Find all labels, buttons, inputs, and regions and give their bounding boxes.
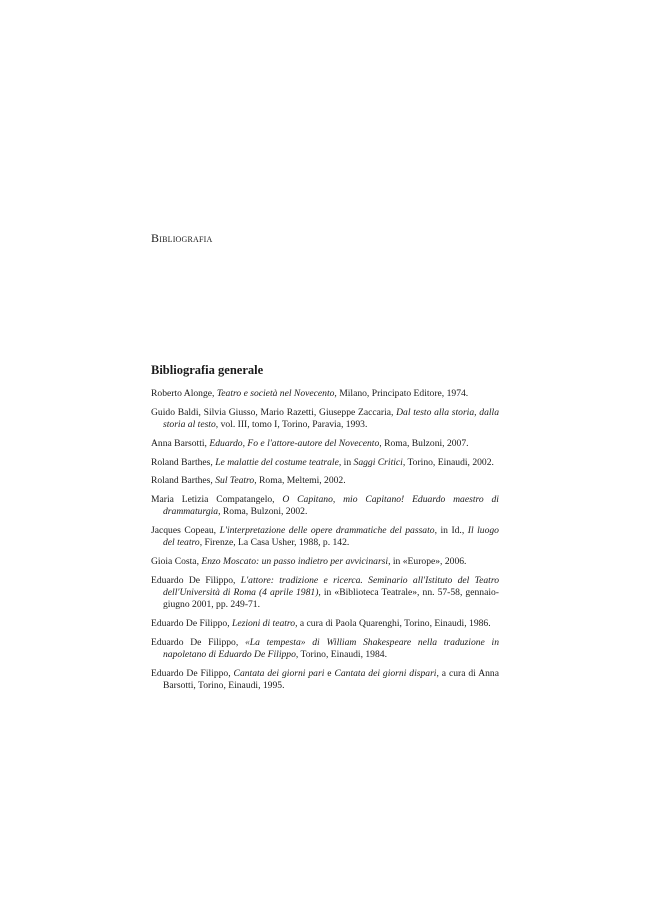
bibliography-entry	[151, 637, 499, 661]
entry-text: Eduardo De Filippo,	[151, 574, 241, 586]
entry-text: , in	[338, 456, 354, 468]
entry-text: , Firenze, La Casa Usher, 1988, p. 142.	[199, 537, 350, 549]
entry-text: , vol. III, tomo I, Torino, Paravia, 1993.	[215, 419, 368, 430]
entry-text: , Roma, Bulzoni, 2007.	[379, 437, 469, 449]
bibliography-list	[151, 388, 499, 699]
bibliography-entry	[151, 525, 499, 549]
entry-title-italic: Il luogo del teatro	[163, 525, 499, 549]
entry-title-italic: Le malattie del costume teatrale	[215, 456, 339, 468]
entry-title-italic: Saggi Critici	[353, 456, 403, 468]
entry-title-italic: O Capitano, mio Capitano! Eduardo maestro di drammaturgia	[163, 494, 499, 518]
entry-title-italic: L'attore: tradizione e ricerca. Seminario all'Istituto del Teatro dell'Università di Roma (4 aprile 1981)	[163, 574, 499, 599]
bibliography-entry	[151, 475, 499, 487]
entry-text: Anna Barsotti,	[151, 437, 210, 449]
bibliography-entry	[151, 438, 499, 450]
bibliography-entry	[151, 494, 499, 518]
bibliography-entry	[151, 556, 499, 568]
entry-text: , a cura di Paola Quarenghi, Torino, Einaudi, 1986.	[295, 618, 491, 630]
bibliography-entry	[151, 407, 499, 431]
section-title: Bibliografia generale	[151, 363, 264, 377]
entry-text: , in «Europe», 2006.	[388, 556, 467, 568]
entry-title-italic: Dal testo alla storia, dalla storia al testo	[163, 406, 499, 430]
entry-text: , Roma, Bulzoni, 2002.	[218, 506, 308, 518]
entry-title-italic: «La tempesta» di William Shakespeare nella traduzione in napoletano di Eduardo De Filippo	[163, 636, 499, 661]
entry-text: Roberto Alonge,	[151, 388, 217, 399]
bibliography-entry	[151, 668, 499, 692]
bibliography-entry	[151, 575, 499, 612]
entry-text: , Roma, Meltemi, 2002.	[254, 475, 346, 487]
entry-title-italic: Teatro e società nel Novecento	[216, 388, 335, 399]
entry-title-italic: Sul Teatro	[215, 475, 255, 487]
entry-title-italic: Enzo Moscato: un passo indietro per avvicinarsi	[201, 556, 389, 568]
entry-text: , Milano, Principato Editore, 1974.	[334, 388, 469, 399]
entry-text: , in Id.,	[434, 525, 468, 537]
entry-text: , Torino, Einaudi, 2002.	[402, 456, 494, 468]
entry-text: Roland Barthes,	[151, 475, 216, 487]
entry-text: Guido Baldi, Silvia Giusso, Mario Razetti, Giuseppe Zaccaria,	[151, 406, 397, 418]
bibliography-entry	[151, 618, 499, 630]
bibliography-entry	[151, 457, 499, 469]
entry-text: Roland Barthes,	[151, 456, 216, 468]
entry-text: Eduardo De Filippo,	[151, 618, 233, 630]
entry-text: Gioia Costa,	[151, 556, 202, 568]
entry-text: , in «Biblioteca Teatrale», nn. 57-58, gennaio-giugno 2001, pp. 249-71.	[163, 587, 499, 611]
entry-text: Jacques Copeau,	[151, 525, 220, 537]
entry-text: , a cura di Anna Barsotti, Torino, Einaudi, 1995.	[163, 667, 499, 692]
entry-title-italic: Eduardo, Fo e l'attore-autore del Novecento	[209, 437, 380, 449]
entry-title-italic: L'interpretazione delle opere drammatiche del passato	[219, 525, 435, 537]
chapter-title: Bibliografia	[151, 231, 213, 245]
entry-text: e	[324, 667, 335, 679]
bibliography-entry	[151, 388, 499, 400]
entry-title-italic: Lezioni di teatro	[232, 618, 296, 630]
entry-text: , Torino, Einaudi, 1984.	[295, 649, 387, 661]
entry-text: Eduardo De Filippo,	[151, 667, 234, 679]
entry-text: Maria Letizia Compatangelo,	[151, 494, 283, 506]
entry-title-italic: Cantata dei giorni dispari	[334, 667, 437, 679]
entry-text: Eduardo De Filippo,	[151, 636, 245, 648]
entry-title-italic: Cantata dei giorni pari	[233, 667, 325, 679]
